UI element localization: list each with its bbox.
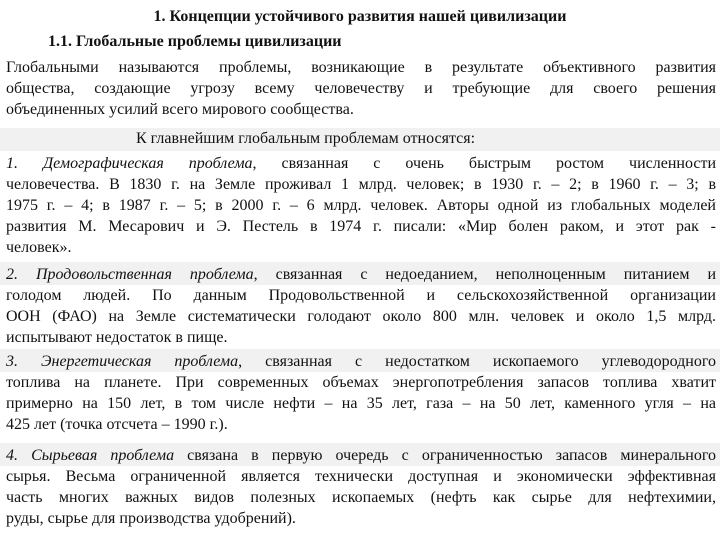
section-subtitle: 1.1. Глобальные проблемы цивилизации	[48, 33, 342, 50]
definition-line: Глобальными называются проблемы, возникающие в результате объективного развития	[6, 59, 716, 76]
problem-3-line: 425 лет (точка отсчета – 1990 г.).	[6, 416, 228, 433]
problem-3-line: топлива на планете. При современных объемах энергопотребления запасов топлива хватит	[6, 374, 716, 391]
problem-1-line: 1975 г. – 4; в 1987 г. – 5; в 2000 г. – 6 млрд. человек. Авторы одной из глобальных моделей	[6, 197, 716, 214]
problem-1-line: человек».	[6, 239, 72, 256]
problem-2-title: 2. Продовольственная проблема	[6, 266, 254, 283]
problem-1-title: 1. Демографическая проблема	[6, 155, 253, 172]
problem-2-first-line: 2. Продовольственная проблема, связанная с недоеданием, неполноценным питанием и	[6, 266, 716, 283]
problem-3-title: 3. Энергетическая проблема	[6, 353, 239, 370]
page-title: 1. Концепции устойчивого развития нашей цивилизации	[153, 8, 567, 25]
problem-3-line: примерно на 150 лет, в том числе нефти – на 35 лет, газа – на 50 лет, каменного угля – на	[6, 395, 716, 412]
definition-line: общества, создающие угрозу всему человечеству и требующие для своего решения	[6, 80, 716, 97]
problem-4-line: часть многих важных видов полезных ископаемых (нефть как сырье для нефтехимии,	[6, 489, 716, 506]
definition-line: объединенных усилий всего мирового сообщества.	[6, 101, 354, 118]
problem-4-title: 4. Сырьевая проблема	[6, 447, 175, 464]
problem-3-first-line: 3. Энергетическая проблема, связанная с недостатком ископаемого углеводородного	[6, 353, 716, 370]
problem-2-line: голодом людей. По данным Продовольственной и сельскохозяйственной организации	[6, 287, 716, 304]
problem-4-line: руды, сырье для производства удобрений).	[6, 510, 296, 527]
problem-4-line: сырья. Весьма ограниченной является технически доступная и экономически эффективная	[6, 468, 716, 485]
problem-4-first-line: 4. Сырьевая проблема связана в первую очередь с ограниченностью запасов минерального	[6, 447, 716, 464]
problem-1-line: человечества. В 1830 г. на Земле проживал 1 млрд. человек; в 1930 г. – 2; в 1960 г. – 3; в	[6, 176, 716, 193]
list-intro: К главнейшим глобальным проблемам относятся:	[136, 130, 476, 147]
problem-1-first-line: 1. Демографическая проблема, связанная с очень быстрым ростом численности	[6, 155, 717, 172]
problem-1-line: развития М. Месарович и Э. Пестель в 1974 г. писали: «Мир болен раком, и этот рак -	[6, 218, 716, 235]
problem-2-line: испытывают недостаток в пище.	[6, 329, 228, 346]
problem-2-line: ООН (ФАО) на Земле систематически голодают около 800 млн. человек и около 1,5 млрд.	[6, 308, 716, 325]
